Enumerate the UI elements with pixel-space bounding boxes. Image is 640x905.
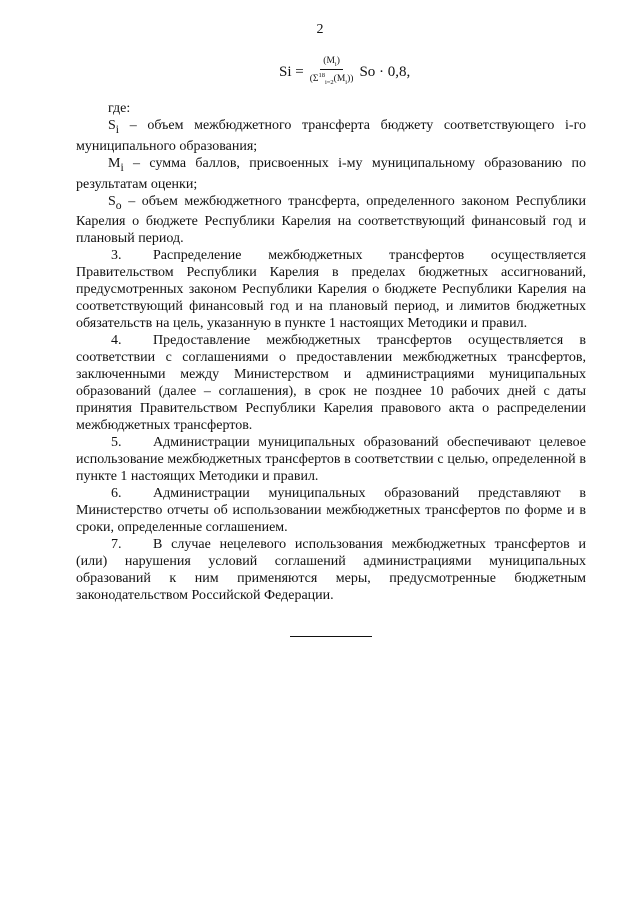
page-number: 2 (316, 22, 324, 37)
formula-denominator: $(\Sigma^{18}_{i=2}(M_i))$ (309, 72, 354, 87)
where-label: где: (108, 101, 131, 116)
formula-rhs: So · 0,8, (359, 63, 411, 80)
formula (279, 54, 410, 90)
paragraph-5: 5. Администрации муниципальных образований обеспечивают целевое использование межбюджетных трансфертов в соответствии с целью, определенной в пункте 1 настоящих Методики и правил. (76, 435, 586, 485)
definition-si: $S_i$ – объем межбюджетного трансферта бюджету соответствующего i-го муниципального образования; (76, 118, 586, 154)
definition-so: $S_o$ – объем межбюджетного трансферта, определенного законом Республики Карелия о бюджете Республики Карелия на соответствующий финансовый год и плановый период. (76, 193, 586, 247)
formula-fraction (308, 56, 356, 89)
end-divider (290, 636, 372, 637)
formula-numerator: $(M_i)$ (320, 56, 343, 71)
paragraph-3: 3. Распределение межбюджетных трансфертов осуществляется Правительством Республики Карелия в пределах бюджетных ассигнований, предусмотренных законом Республики Карелия о бюджете Республики Карелия на соответствующий финансовый год и на плановый период, и лимитов бюджетных обязательств на цель, указанную в пункте 1 настоящих Методики и правил. (76, 248, 586, 332)
document-body (76, 100, 586, 604)
paragraph-7: 7. В случае нецелевого использования межбюджетных трансфертов и (или) нарушения условий соглашений администрациями муниципальных образований к ним применяются меры, предусмотренные бюджетным законодательством Российской Федерации. (76, 537, 586, 604)
formula-lhs: Si = (279, 63, 304, 80)
paragraph-4: 4. Предоставление межбюджетных трансфертов осуществляется в соответствии с соглашениями о предоставлении межбюджетных трансфертов, заключенными между Министерством и администрациями муниципальных образований (далее – соглашения), в срок не позднее 10 рабочих дней с даты принятия Правительством Республики Карелия правового акта о распределении межбюджетных трансфертов. (76, 333, 586, 434)
paragraph-6: 6. Администрации муниципальных образований представляют в Министерство отчеты об использовании межбюджетных трансфертов по форме и в сроки, определенные соглашением. (76, 486, 586, 536)
definition-mi: $M_i$ – сумма баллов, присвоенных i-му муниципальному образованию по результатам оценки; (76, 155, 586, 192)
